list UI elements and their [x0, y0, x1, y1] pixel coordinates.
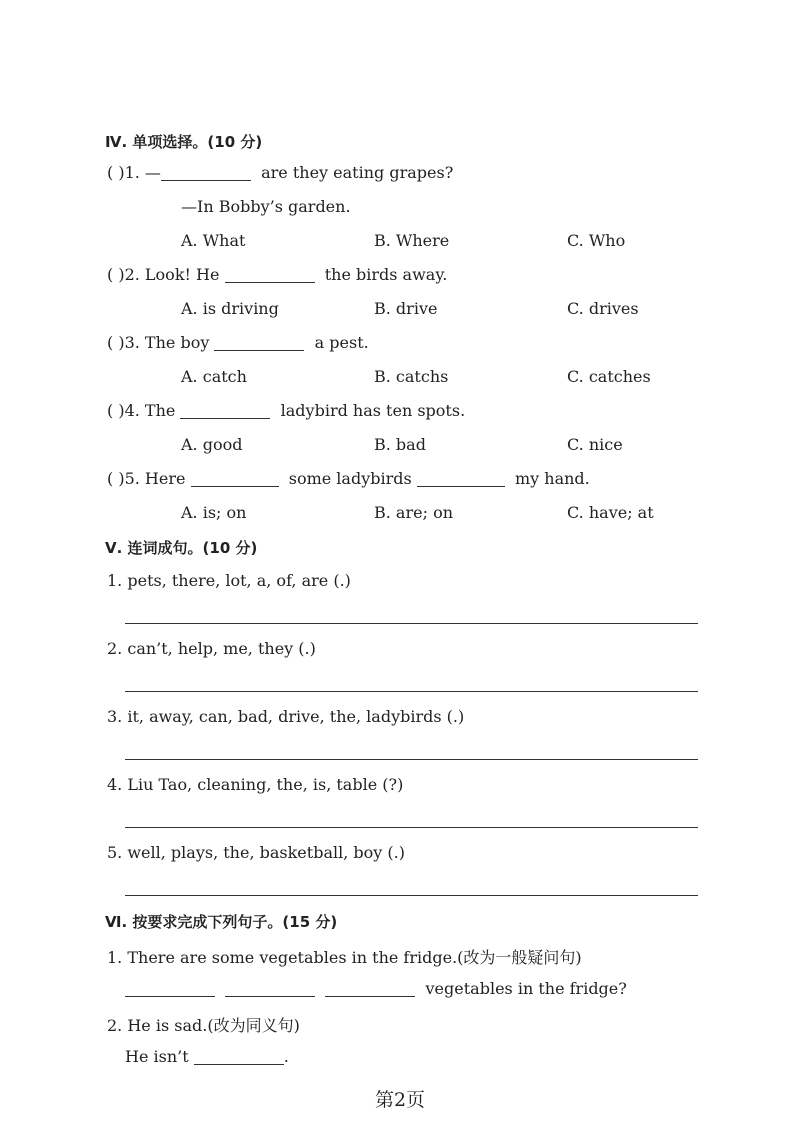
- question-1: [107, 163, 453, 182]
- question-5-stem: ( )5. Here: [107, 469, 186, 488]
- reorder-item-5: 5. well, plays, the, basketball, boy (.): [107, 843, 405, 862]
- question-4-rest: ladybird has ten spots.: [280, 401, 466, 420]
- option-b: B. Where: [374, 231, 450, 250]
- rewrite-answer-1-rest: vegetables in the fridge?: [425, 979, 627, 998]
- option-a: A. is; on: [181, 503, 247, 522]
- option-c: C. catches: [567, 367, 651, 386]
- question-3-rest: a pest.: [314, 333, 369, 352]
- question-4: [107, 401, 465, 420]
- answer-line[interactable]: [125, 623, 698, 624]
- answer-blank[interactable]: [417, 470, 505, 487]
- reorder-item-1: 1. pets, there, lot, a, of, are (.): [107, 571, 351, 590]
- rewrite-question-2: 2. He is sad.(改为同义句): [107, 1016, 300, 1035]
- question-5-mid: some ladybirds: [288, 469, 412, 488]
- question-3: [107, 333, 369, 352]
- answer-line[interactable]: [125, 895, 698, 896]
- rewrite-answer-2-stem: He isn’t: [125, 1047, 189, 1066]
- page-number: 第2页: [374, 1089, 426, 1111]
- question-1-answer-line: —In Bobby’s garden.: [181, 197, 351, 216]
- reorder-item-4: 4. Liu Tao, cleaning, the, is, table (?): [107, 775, 404, 794]
- answer-line[interactable]: [125, 759, 698, 760]
- option-a: A. What: [181, 231, 246, 250]
- answer-line[interactable]: [125, 827, 698, 828]
- question-5-rest: my hand.: [514, 469, 590, 488]
- option-c: C. drives: [567, 299, 639, 318]
- answer-blank[interactable]: [161, 164, 251, 181]
- answer-blank[interactable]: [125, 980, 215, 997]
- rewrite-answer-1: [125, 979, 627, 998]
- answer-blank[interactable]: [225, 980, 315, 997]
- option-a: A. good: [181, 435, 243, 454]
- option-b: B. catchs: [374, 367, 449, 386]
- option-c: C. Who: [567, 231, 626, 250]
- answer-blank[interactable]: [214, 334, 304, 351]
- answer-blank[interactable]: [191, 470, 279, 487]
- question-3-stem: ( )3. The boy: [107, 333, 210, 352]
- option-c: C. nice: [567, 435, 623, 454]
- answer-blank[interactable]: [180, 402, 270, 419]
- question-1-rest: are they eating grapes?: [261, 163, 454, 182]
- question-2-stem: ( )2. Look! He: [107, 265, 220, 284]
- reorder-item-3: 3. it, away, can, bad, drive, the, ladybirds (.): [107, 707, 465, 726]
- section-5-heading: Ⅴ. 连词成句。(10 分): [105, 539, 258, 557]
- option-a: A. catch: [181, 367, 247, 386]
- section-4-heading: Ⅳ. 单项选择。(10 分): [105, 133, 263, 151]
- option-b: B. bad: [374, 435, 426, 454]
- option-b: B. drive: [374, 299, 438, 318]
- reorder-item-2: 2. can’t, help, me, they (.): [107, 639, 316, 658]
- answer-blank[interactable]: [225, 266, 315, 283]
- rewrite-question-1: 1. There are some vegetables in the fridge.(改为一般疑问句): [107, 948, 582, 967]
- question-4-stem: ( )4. The: [107, 401, 176, 420]
- question-2: [107, 265, 447, 284]
- section-6-heading: Ⅵ. 按要求完成下列句子。(15 分): [105, 913, 338, 931]
- option-c: C. have; at: [567, 503, 654, 522]
- question-1-stem: ( )1. —: [107, 163, 161, 182]
- answer-blank[interactable]: [194, 1048, 284, 1065]
- question-2-rest: the birds away.: [324, 265, 448, 284]
- answer-line[interactable]: [125, 691, 698, 692]
- rewrite-answer-2-period: .: [283, 1047, 289, 1066]
- option-b: B. are; on: [374, 503, 453, 522]
- rewrite-answer-2: [125, 1047, 289, 1066]
- question-5: [107, 469, 590, 488]
- answer-blank[interactable]: [325, 980, 415, 997]
- option-a: A. is driving: [181, 299, 279, 318]
